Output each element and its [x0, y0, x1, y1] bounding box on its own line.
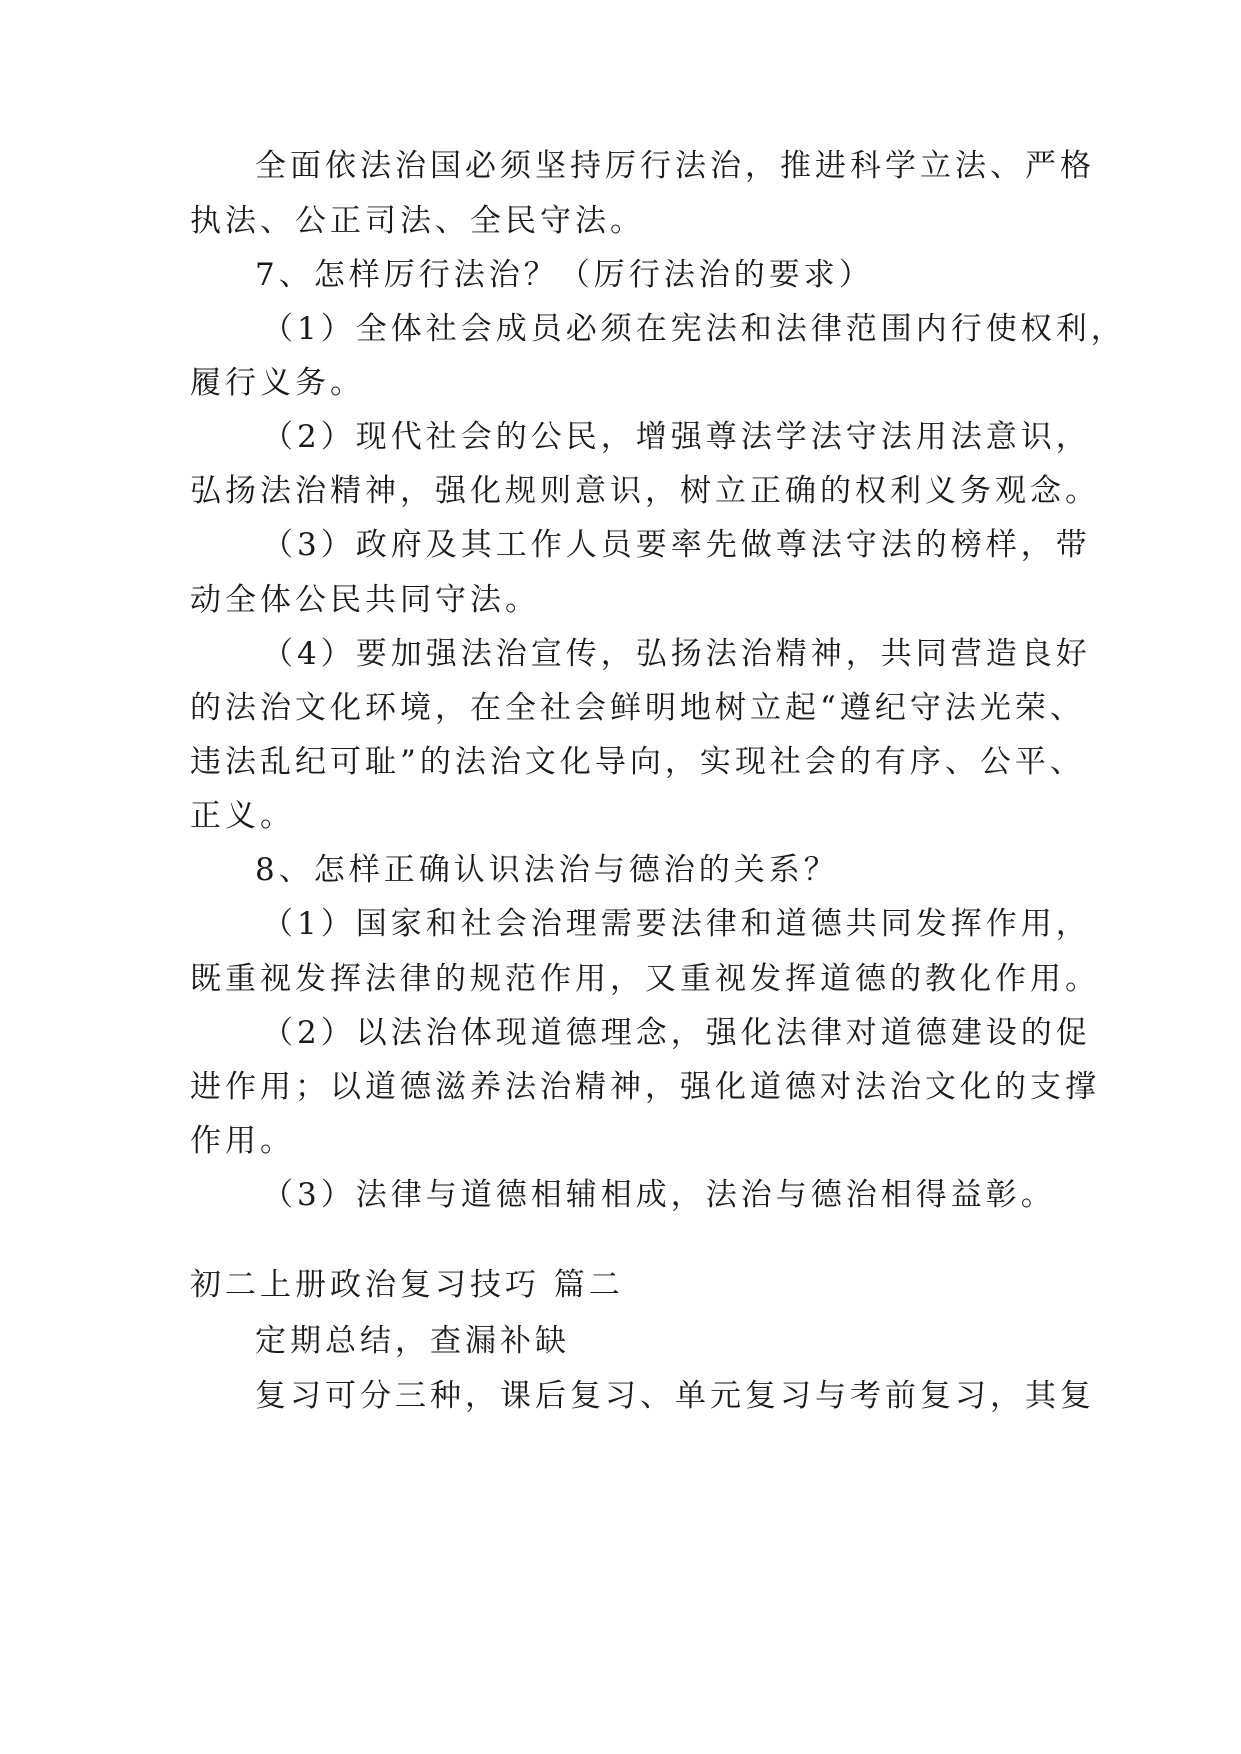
paragraph-line: （4）要加强法治宣传，弘扬法治精神，共同营造良好	[262, 636, 1091, 672]
paragraph-line: （3）法律与道德相辅相成，法治与德治相得益彰。	[262, 1177, 1056, 1213]
paragraph-line: 进作用；以道德滋养法治精神，强化道德对法治文化的支撑	[190, 1069, 1100, 1105]
paragraph-line: 执法、公正司法、全民守法。	[190, 203, 645, 239]
paragraph-line: 复习可分三种，课后复习、单元复习与考前复习，其复	[255, 1378, 1095, 1414]
paragraph-line: 履行义务。	[190, 365, 365, 401]
paragraph-line: 全面依法治国必须坚持厉行法治，推进科学立法、严格	[255, 148, 1095, 184]
paragraph-line: （3）政府及其工作人员要率先做尊法守法的榜样，带	[262, 527, 1091, 563]
paragraph-line: （2）以法治体现道德理念，强化法律对道德建设的促	[262, 1015, 1091, 1051]
question-heading: 7、怎样厉行法治？（厉行法治的要求）	[255, 257, 874, 293]
paragraph-line: 弘扬法治精神，强化规则意识，树立正确的权利义务观念。	[190, 473, 1100, 509]
subsection-title: 定期总结，查漏补缺	[255, 1323, 570, 1359]
paragraph-line: 违法乱纪可耻”的法治文化导向，实现社会的有序、公平、	[190, 744, 1085, 780]
section-title: 初二上册政治复习技巧 篇二	[190, 1267, 624, 1303]
paragraph-line: （1）国家和社会治理需要法律和道德共同发挥作用，	[262, 906, 1091, 942]
paragraph-line: 的法治文化环境，在全社会鲜明地树立起“遵纪守法光荣、	[190, 690, 1085, 726]
paragraph-line: 正义。	[190, 798, 295, 834]
paragraph-line: 动全体公民共同守法。	[190, 582, 540, 618]
paragraph-line: 既重视发挥法律的规范作用，又重视发挥道德的教化作用。	[190, 961, 1100, 997]
paragraph-line: 作用。	[190, 1123, 295, 1159]
paragraph-line: （2）现代社会的公民，增强尊法学法守法用法意识，	[262, 419, 1091, 455]
question-heading: 8、怎样正确认识法治与德治的关系？	[255, 852, 839, 888]
paragraph-line: （1）全体社会成员必须在宪法和法律范围内行使权利，	[262, 311, 1126, 347]
